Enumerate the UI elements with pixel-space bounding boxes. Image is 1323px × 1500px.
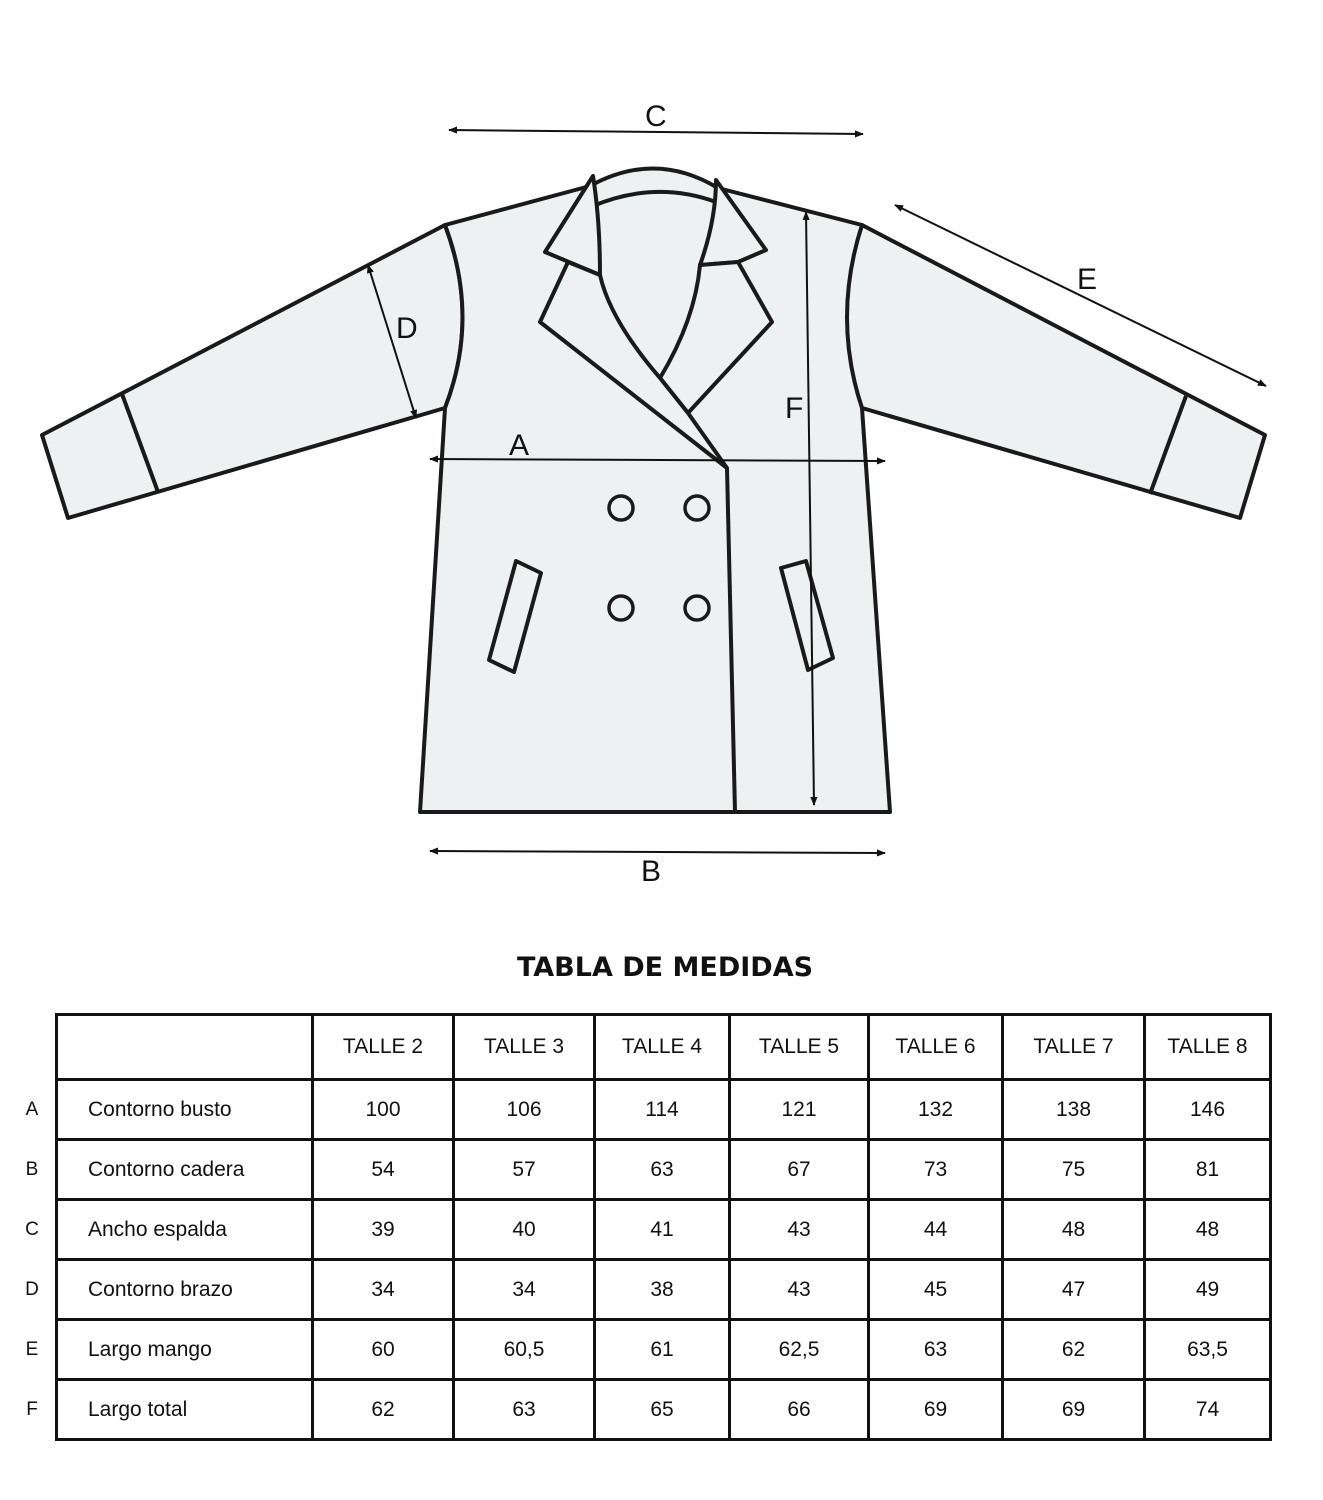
measure-value: 73 xyxy=(869,1140,1003,1200)
table-row xyxy=(57,1080,1271,1140)
measure-value: 34 xyxy=(313,1260,454,1320)
measure-value: 132 xyxy=(869,1080,1003,1140)
measure-value: 75 xyxy=(1003,1140,1145,1200)
table-row xyxy=(57,1200,1271,1260)
measure-value: 61 xyxy=(595,1320,730,1380)
size-table xyxy=(55,1013,1272,1441)
dimension-label-f: F xyxy=(785,392,804,425)
measure-value: 121 xyxy=(730,1080,869,1140)
measure-label: Contorno busto xyxy=(57,1080,313,1140)
measure-value: 34 xyxy=(454,1260,595,1320)
table-title: TABLA DE MEDIDAS xyxy=(516,952,814,983)
measure-label: Contorno cadera xyxy=(57,1140,313,1200)
measure-value: 100 xyxy=(313,1080,454,1140)
measure-value: 54 xyxy=(313,1140,454,1200)
header-cell: TALLE 6 xyxy=(869,1015,1003,1080)
row-letter: B xyxy=(25,1159,39,1180)
measure-value: 45 xyxy=(869,1260,1003,1320)
measure-value: 146 xyxy=(1145,1080,1271,1140)
header-cell: TALLE 4 xyxy=(595,1015,730,1080)
measure-value: 60 xyxy=(313,1320,454,1380)
measure-value: 47 xyxy=(1003,1260,1145,1320)
dimension-label-e: E xyxy=(1077,263,1098,296)
measure-value: 62 xyxy=(313,1380,454,1440)
dimension-label-a: A xyxy=(509,429,530,462)
header-cell: TALLE 2 xyxy=(313,1015,454,1080)
jacket-body xyxy=(420,168,890,812)
measure-value: 106 xyxy=(454,1080,595,1140)
measure-value: 49 xyxy=(1145,1260,1271,1320)
dimension-label-b: B xyxy=(641,855,662,888)
measure-value: 74 xyxy=(1145,1380,1271,1440)
measure-value: 63 xyxy=(454,1380,595,1440)
measure-value: 63 xyxy=(869,1320,1003,1380)
measure-value: 65 xyxy=(595,1380,730,1440)
measure-value: 69 xyxy=(869,1380,1003,1440)
measure-value: 63 xyxy=(595,1140,730,1200)
measure-value: 114 xyxy=(595,1080,730,1140)
measure-value: 62,5 xyxy=(730,1320,869,1380)
measure-value: 69 xyxy=(1003,1380,1145,1440)
row-letter: D xyxy=(25,1279,39,1300)
row-letter: A xyxy=(25,1099,39,1120)
measure-value: 57 xyxy=(454,1140,595,1200)
measure-label: Largo mango xyxy=(57,1320,313,1380)
measure-label: Largo total xyxy=(57,1380,313,1440)
table-body xyxy=(57,1080,1271,1440)
header-cell: TALLE 7 xyxy=(1003,1015,1145,1080)
dimension-label-d: D xyxy=(396,312,418,345)
header-cell: TALLE 8 xyxy=(1145,1015,1271,1080)
measure-value: 48 xyxy=(1145,1200,1271,1260)
measure-value: 81 xyxy=(1145,1140,1271,1200)
measure-value: 43 xyxy=(730,1260,869,1320)
dimension-line-b xyxy=(430,851,885,853)
row-letter: E xyxy=(25,1339,39,1360)
dimension-label-c: C xyxy=(645,100,667,133)
measure-value: 63,5 xyxy=(1145,1320,1271,1380)
measure-label: Contorno brazo xyxy=(57,1260,313,1320)
measure-value: 41 xyxy=(595,1200,730,1260)
left-sleeve xyxy=(42,225,463,518)
measure-value: 38 xyxy=(595,1260,730,1320)
measure-value: 48 xyxy=(1003,1200,1145,1260)
right-sleeve xyxy=(846,225,1265,518)
measure-value: 39 xyxy=(313,1200,454,1260)
header-cell: TALLE 3 xyxy=(454,1015,595,1080)
measure-label: Ancho espalda xyxy=(57,1200,313,1260)
table-row xyxy=(57,1380,1271,1440)
header-cell: TALLE 5 xyxy=(730,1015,869,1080)
measure-value: 44 xyxy=(869,1200,1003,1260)
measure-value: 138 xyxy=(1003,1080,1145,1140)
row-letter: C xyxy=(25,1219,39,1240)
table-row xyxy=(57,1320,1271,1380)
header-cell xyxy=(57,1015,313,1080)
table-row xyxy=(57,1260,1271,1320)
measure-value: 60,5 xyxy=(454,1320,595,1380)
row-letter: F xyxy=(26,1399,38,1420)
measure-value: 67 xyxy=(730,1140,869,1200)
measure-value: 66 xyxy=(730,1380,869,1440)
table-header-row xyxy=(57,1015,1271,1080)
table-row xyxy=(57,1140,1271,1200)
measure-value: 40 xyxy=(454,1200,595,1260)
measure-value: 62 xyxy=(1003,1320,1145,1380)
measure-value: 43 xyxy=(730,1200,869,1260)
